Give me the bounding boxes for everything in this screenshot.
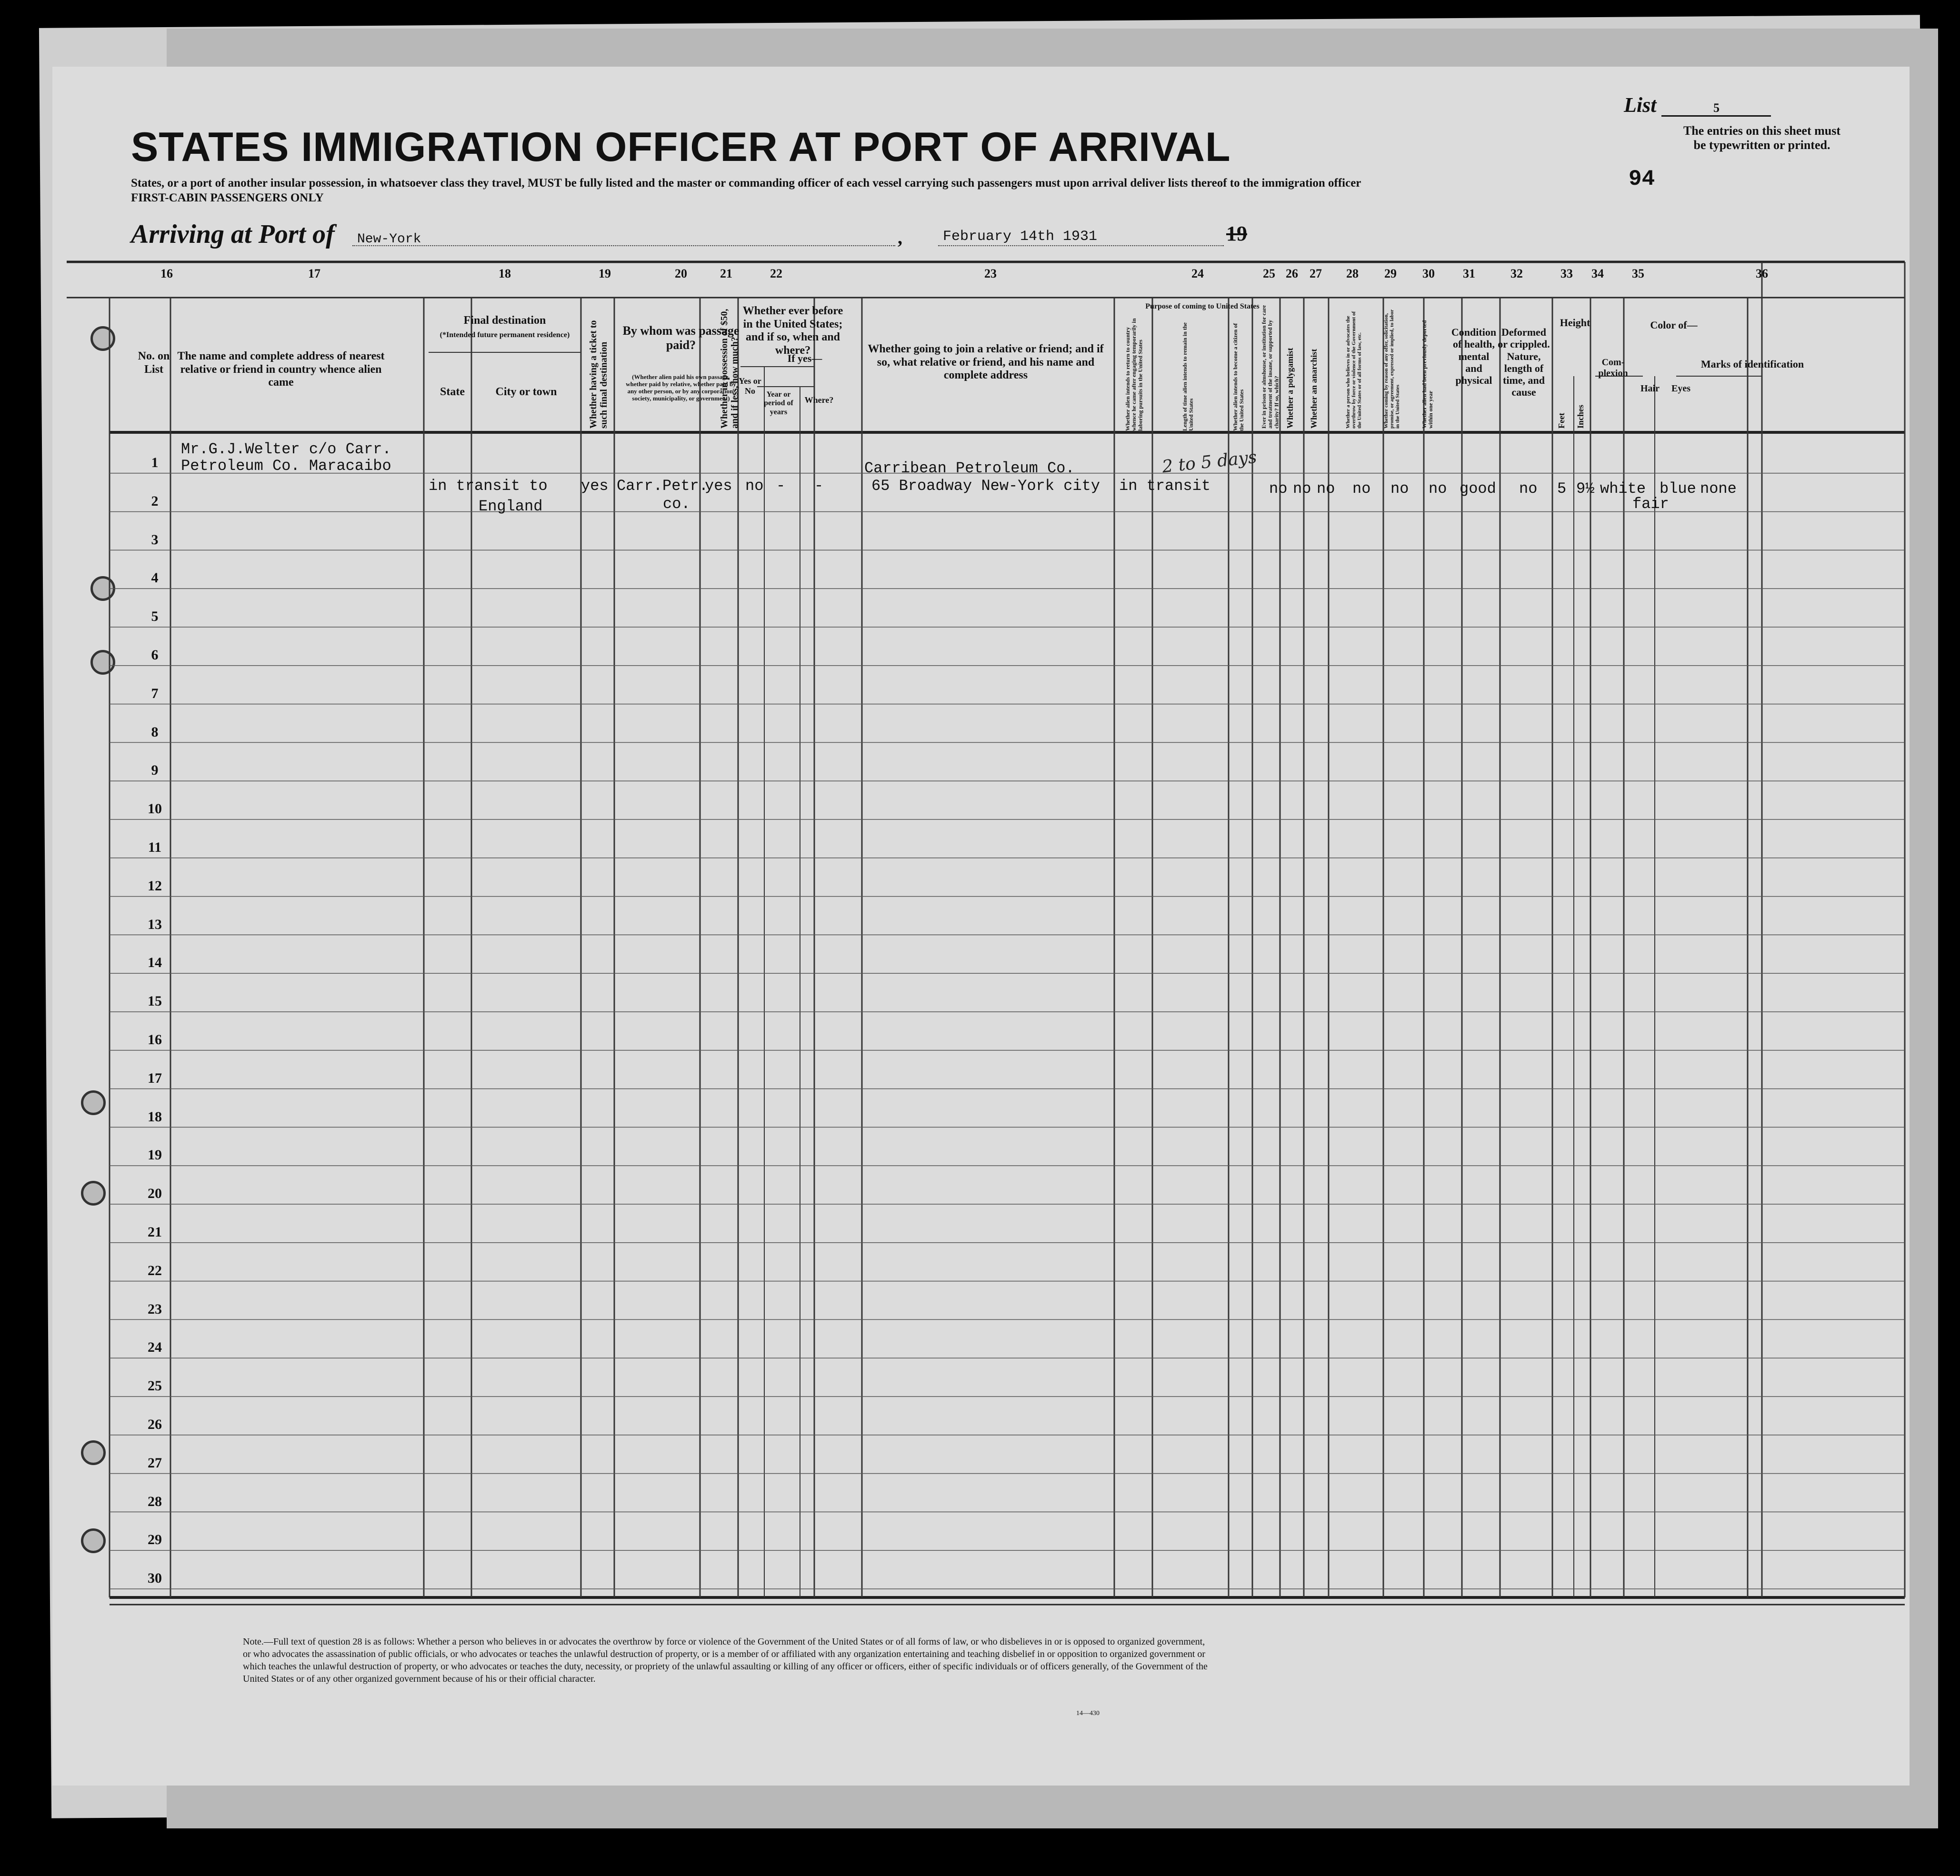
row-number: 6 xyxy=(151,647,159,663)
row-number: 27 xyxy=(148,1455,162,1471)
col-header-16: No. on List xyxy=(138,350,170,376)
col-header-34: Com-plexion xyxy=(1598,357,1628,379)
col-header-18-state: State xyxy=(440,386,465,398)
arrival-date: February 14th 1931 xyxy=(943,229,1098,245)
col-header-24c: Whether alien intends to become a citizen of the United States xyxy=(1232,323,1245,431)
col-header-24b: Length of time alien intends to remain in the United States xyxy=(1181,322,1195,431)
entry-where: - xyxy=(814,477,824,495)
col-header-25: Ever in prison or almshouse, or institution for care and treatment of the insane, or supported by charity? If so, which? xyxy=(1260,305,1280,429)
manifest-grid xyxy=(52,67,1910,1786)
col-header-24: Purpose of coming to United States xyxy=(1145,302,1260,310)
col-header-29: Whether coming by reason of any offer, solicitation, promise, or agreement, expressed or implied, to labor in the United States xyxy=(1383,309,1401,429)
row-number: 21 xyxy=(148,1224,162,1240)
col-header-31: Condition of health, mental and physical xyxy=(1451,326,1497,387)
col-num-33: 33 xyxy=(1560,267,1573,280)
col-header-20: By whom was passage paid? xyxy=(622,324,740,352)
col-num-16: 16 xyxy=(160,267,173,280)
row-number: 15 xyxy=(148,993,162,1009)
entry-complexion-line1: white xyxy=(1600,480,1646,498)
row-number: 24 xyxy=(148,1339,162,1356)
sheet-number: 94 xyxy=(1629,167,1655,191)
arriving-label: Arriving at Port of xyxy=(131,220,335,249)
col-header-30: Whether alien had been previously deported within one year xyxy=(1421,320,1434,429)
col-header-22-ifyes: If yes— xyxy=(787,352,822,364)
entry-destination-line1: in transit to xyxy=(429,477,548,495)
row-number: 20 xyxy=(148,1186,162,1202)
row-number: 23 xyxy=(148,1301,162,1317)
row-number: 1 xyxy=(151,455,159,470)
col-header-33-feet: Feet xyxy=(1557,413,1566,429)
entry-paid-by-line2: co. xyxy=(663,495,690,513)
row-number: 17 xyxy=(148,1070,162,1086)
row-number: 16 xyxy=(148,1032,162,1048)
col-num-28: 28 xyxy=(1346,267,1359,280)
row-number: 11 xyxy=(148,839,162,855)
row-number: 29 xyxy=(148,1532,162,1548)
entry-inches: 9½ xyxy=(1576,480,1595,498)
row-number: 7 xyxy=(151,685,159,701)
port-value: New-York xyxy=(357,232,421,247)
class-label: FIRST-CABIN PASSENGERS ONLY xyxy=(131,191,324,204)
col-header-26: Whether a polygamist xyxy=(1285,348,1295,429)
row-number: 8 xyxy=(151,724,159,740)
entry-health: good xyxy=(1460,480,1496,498)
entry-feet: 5 xyxy=(1557,480,1567,498)
col-num-20: 20 xyxy=(675,267,687,280)
col-header-28: Whether a person who believes in or advocates the overthrow by force or violence of the Government of the United States or of all forms of law, etc. xyxy=(1345,311,1363,429)
col-header-35-hair: Hair xyxy=(1640,383,1660,394)
col-num-23: 23 xyxy=(984,267,997,280)
row-number: 13 xyxy=(148,916,162,932)
entry-marks: none xyxy=(1700,480,1737,498)
col-num-24: 24 xyxy=(1191,267,1204,280)
col-num-29: 29 xyxy=(1384,267,1397,280)
col-num-18: 18 xyxy=(499,267,511,280)
col-header-20-note: (Whether alien paid his own passage, whether paid by relative, whether paid by any other person, or by any corporation, society, municipality, or government) xyxy=(626,373,736,402)
entry-prison: no xyxy=(1269,480,1288,498)
entry-year: - xyxy=(776,477,786,495)
row-number: 22 xyxy=(148,1262,162,1278)
entry-hair: blue xyxy=(1660,480,1696,498)
row-number: 26 xyxy=(148,1417,162,1432)
entry-paid-by-line1: Carr.Petr. xyxy=(617,477,709,495)
entry-overthrow: no xyxy=(1352,480,1371,498)
col-header-27: Whether an anarchist xyxy=(1309,349,1319,429)
col-num-35: 35 xyxy=(1632,267,1644,280)
col-num-31: 31 xyxy=(1463,267,1475,280)
entry-relative-line1: Mr.G.J.Welter c/o Carr. xyxy=(181,440,391,458)
col-num-30: 30 xyxy=(1422,267,1435,280)
page-title: STATES IMMIGRATION OFFICER AT PORT OF ARRIVAL xyxy=(131,124,1231,170)
row-number: 10 xyxy=(148,801,162,817)
col-num-26: 26 xyxy=(1286,267,1298,280)
entry-anarchist: no xyxy=(1317,480,1335,498)
col-header-23: Whether going to join a relative or friend; and if so, what relative or friend, and his name and complete address xyxy=(868,343,1104,382)
col-num-22: 22 xyxy=(770,267,782,280)
row-number: 19 xyxy=(148,1147,162,1163)
col-header-18-note: (*Intended future permanent residence) xyxy=(440,331,570,339)
col-header-22-where: Where? xyxy=(804,395,834,405)
entry-ticket: yes xyxy=(581,477,609,495)
entry-joining-line2: 65 Broadway New-York city xyxy=(871,477,1100,495)
typewritten-note: The entries on this sheet must be typewritten or printed. xyxy=(1683,124,1841,152)
col-num-25: 25 xyxy=(1263,267,1275,280)
row-number: 14 xyxy=(148,955,162,971)
row-number: 28 xyxy=(148,1493,162,1509)
col-header-18-city: City or town xyxy=(495,386,557,398)
entry-before-in-us: no xyxy=(745,477,764,495)
row-number: 18 xyxy=(148,1108,162,1125)
col-num-34: 34 xyxy=(1591,267,1604,280)
entry-deformed: no xyxy=(1519,480,1538,498)
col-num-32: 32 xyxy=(1510,267,1523,280)
col-header-19: Whether having a ticket to such final destination xyxy=(588,320,609,429)
col-header-17: The name and complete address of nearest relative or friend in country whence alien came xyxy=(177,350,385,389)
entry-purpose: in transit xyxy=(1119,477,1211,495)
col-num-21: 21 xyxy=(720,267,732,280)
entry-destination-line2: England xyxy=(479,498,543,515)
list-label: List 5 xyxy=(1624,93,1771,117)
col-header-33-inches: Inches xyxy=(1576,404,1585,429)
footer-note: Note.—Full text of question 28 is as follows: Whether a person who believes in or advocates the overthrow by force or violence of the Government of the United States or of all forms of law, or who disbelieves in or is opposed to organized government, or who advocates the assassination of public officials, or who advocates or teaches the unlawful destruction of property, or is a member of or affiliated with any organization entertaining and teaching disbelief in or opposition to organized government or which teaches the unlawful destruction of property, or who advocates or teaches the duty, necessity, or propriety of the unlawful assaulting or killing of any officer or officers, either of specific individuals or of officers generally, of the Government of the United States or of any other organized government because of his or their official character. xyxy=(243,1637,1208,1684)
col-header-35-eyes: Eyes xyxy=(1671,383,1690,394)
col-header-22-year: Year or period of years xyxy=(764,390,793,416)
form-code: 14—430 xyxy=(1076,1710,1100,1717)
row-number: 9 xyxy=(151,762,159,778)
row-number: 2 xyxy=(151,493,159,509)
row-number: 4 xyxy=(151,570,159,586)
entry-money: yes xyxy=(705,477,732,495)
row-number: 3 xyxy=(151,531,159,548)
row-number: 30 xyxy=(148,1570,162,1587)
entry-joining-line1: Carribean Petroleum Co. xyxy=(864,459,1075,477)
entry-labor: no xyxy=(1390,480,1409,498)
col-num-27: 27 xyxy=(1310,267,1322,280)
col-num-19: 19 xyxy=(599,267,611,280)
col-header-24a: Whether alien intends to return to country whence he came after engaging temporarily in laboring pursuits in the United States xyxy=(1124,318,1144,431)
year-prefix: 19 xyxy=(1226,222,1247,245)
entry-handwritten-days: 2 to 5 days xyxy=(1161,447,1258,477)
col-header-35: Color of— xyxy=(1650,319,1698,331)
entry-deported: no xyxy=(1429,480,1447,498)
row-number: 5 xyxy=(151,609,159,625)
col-num-17: 17 xyxy=(308,267,320,280)
col-header-18: Final destination xyxy=(463,314,546,327)
entry-relative-line2: Petroleum Co. Maracaibo xyxy=(181,457,391,475)
col-num-36: 36 xyxy=(1756,267,1768,280)
entry-complexion-line2: fair xyxy=(1632,495,1669,513)
col-header-33: Height xyxy=(1560,317,1590,329)
col-header-36: Marks of identification xyxy=(1700,358,1804,370)
col-header-22-yesno: Yes or No xyxy=(739,376,761,396)
col-header-32: Deformed or crippled. Nature, length of time, and cause xyxy=(1498,326,1550,399)
col-header-22: Whether ever before in the United States; and if so, when and where? xyxy=(742,305,843,357)
entry-polygamist: no xyxy=(1293,480,1311,498)
manifest-sheet: STATES IMMIGRATION OFFICER AT PORT OF ARRIVAL List 5 The entries on this sheet must be typewritten or printed. 94 States, or a port of another insular possession, in whatsoever class they travel, MUST be fully listed and the master or commanding officer of each vessel carrying such passengers must upon arrival deliver lists thereof to the immigration officer FIRST-CABIN PASSENGERS ONLY Arriving at Port of New-York , February 14th 1931 19 16 17 18 19 20 21 22 23 24 25 26 27 28 29 30 31 32 33 34 35 36 No. on List The name and complete address of nearest relative or friend in country whence alien came Final destination (*Intended future permanent residence) State City or town Whether having a ticket to such final destination By whom was passage paid? (Whether alien paid his own passage, whether paid by relative, whether paid by any other person, or by any corporation, society, municipality, or government) Whether in possession of $50, and if less, how much? Whether ever before in the United States; and if so, when and where? Yes or No If yes— Year or period of years Where? Whether going to join a relative or friend; and if so, what relative or friend, and his name and complete address Purpose of coming to United States Whether alien intends to return to country whence he came after engaging temporarily in laboring pursuits in the United States Length of time alien intends to remain in the United States Whether alien intends to become a citizen of the United States Ever in prison or almshouse, or institution for care and treatment of the insane, or supported by charity? If so, which? Whether a polygamist Whether an anarchist Whether a person who believes in or advocates the overthrow by force or violence of the Government of the United States or of all forms of law, etc. Whether coming by reason of any offer, solicitation, promise, or agreement, expressed or implied, to labor in the United States Whether alien had been previously deported within one year Condition of health, mental and physical Deformed or crippled. Nature, length of time, and cause Height Feet Inches Com-plexion Color of— Hair Eyes Marks of identification 1 2 3 4 5 6 7 8 9 10 11 12 13 14 15 16 17 18 19 20 21 22 23 24 25 26 27 28 29 30 Mr.G.J.Welter c/o Carr. Petroleum Co. Maracaibo in transit to England yes Carr.Petr. co. yes no - - Carribean Petroleum Co. 65 Broadway New-York city in transit 2 to 5 days no no no no no no good no 5 9½ white fair blue none Note.—Full text of question 28 is as follows: Whether a person who believes in or advocates the overthrow by force or violence of the Government of the United States or of all forms of law, or who disbelieves in or is opposed to organized government, or who advocates the assassination of public officials, or who advocates or teaches the unlawful destruction of property, or is a member of or affiliated with any organization entertaining and teaching disbelief in or opposition to organized government or which teaches the unlawful destruction of property, or who advocates or teaches the duty, necessity, or propriety of the unlawful assaulting or killing of any officer or officers, either of specific individuals or of officers generally, of the Government of the United States or of any other organized government because of his or their official character. 14—430 xyxy=(52,67,1910,1786)
col-header-21: Whether in possession of $50, and if less, how much? xyxy=(719,309,740,429)
row-number: 12 xyxy=(148,878,162,894)
instructions: States, or a port of another insular possession, in whatsoever class they travel, MUST be fully listed and the master or commanding officer of each vessel carrying such passengers must upon arrival deliver lists thereof to the immigration officer xyxy=(131,177,1361,190)
row-number: 25 xyxy=(148,1378,162,1394)
